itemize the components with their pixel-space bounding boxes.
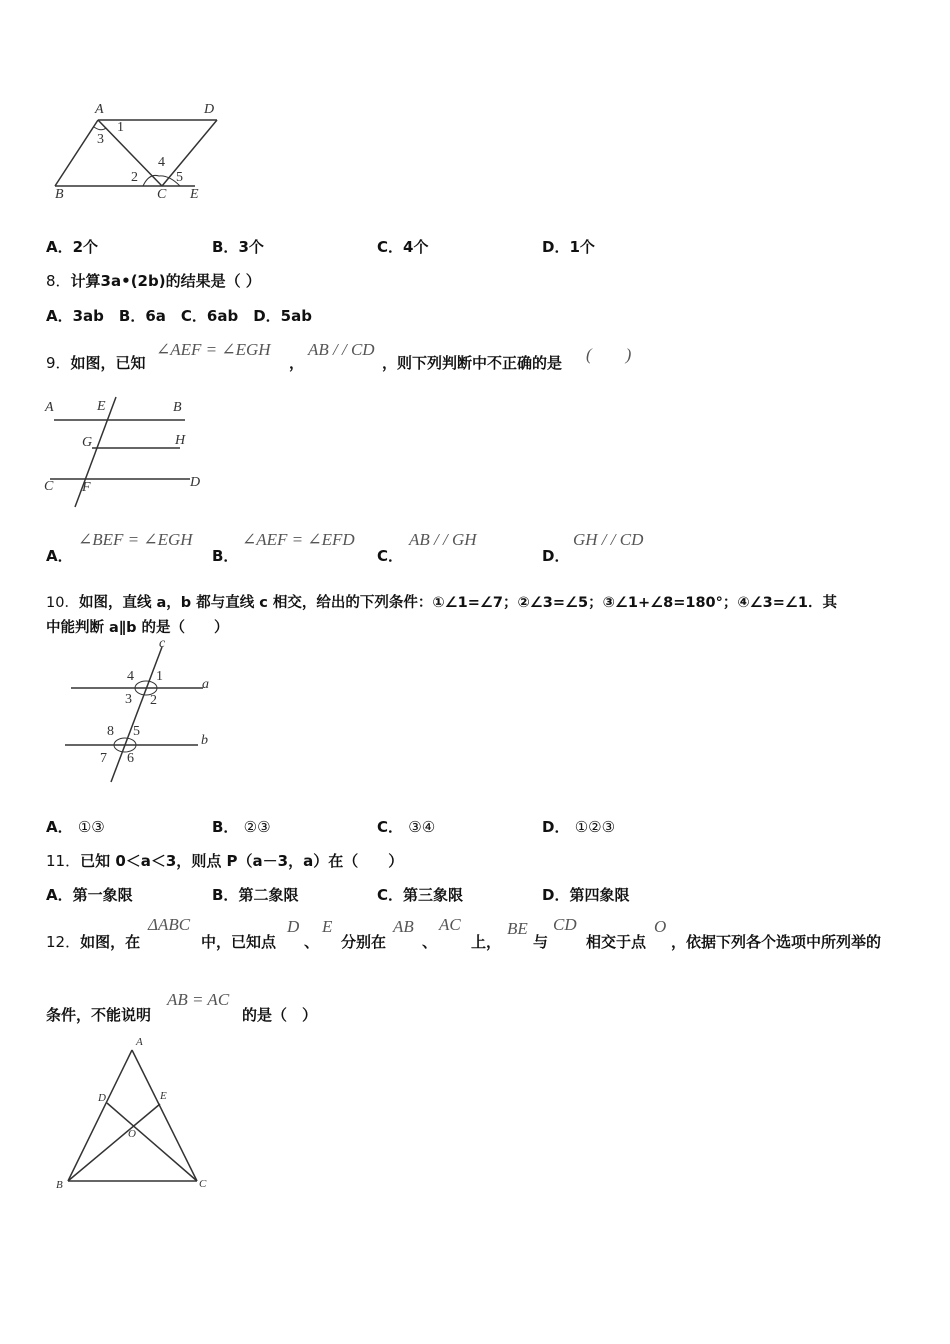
label-E: E — [160, 1090, 167, 1102]
math-angle-eq: ∠AEF = ∠EGH — [156, 340, 271, 359]
triangle-diagram — [50, 1042, 220, 1197]
label-F: F — [82, 480, 91, 495]
math-parallel: AB / / CD — [308, 340, 375, 359]
q7-option-a[interactable]: A．2个 — [46, 238, 99, 256]
q7-option-d[interactable]: D．1个 — [542, 238, 595, 256]
label-C: C — [157, 187, 167, 202]
label-G: G — [82, 435, 93, 450]
figure-q9 — [40, 395, 220, 510]
angle-3: 3 — [97, 132, 104, 147]
question-9: 9．如图，已知 ∠AEF = ∠EGH ， AB / / CD ，则下列判断中不正确的是 ( ) — [46, 340, 632, 372]
q9-option-c[interactable]: C． AB / / GH — [377, 530, 477, 565]
question-stem: 计算3a•(2b)的结果是（ ） — [70, 272, 261, 290]
angle-1: 1 — [156, 669, 163, 684]
angle-8: 8 — [107, 724, 114, 739]
q11-option-b[interactable]: B．第二象限 — [212, 886, 299, 904]
question-12-line2: 条件，不能说明 AB = AC 的是（ ） — [46, 990, 318, 1024]
figure-q12 — [50, 1036, 220, 1197]
angle-4: 4 — [158, 155, 165, 170]
angle-5: 5 — [176, 170, 183, 185]
label-D: D — [204, 102, 215, 117]
q10-option-c[interactable]: C． ③④ — [377, 818, 436, 836]
q9-option-d[interactable]: D． GH / / CD — [542, 530, 644, 565]
question-12-line1: 12．如图，在 ΔABC 中，已知点 D 、 E 分别在 AB 、 AC 上， BE 与 CD 相交于点 O ，依据下列各个选项中所列举的 — [46, 915, 882, 951]
label-C: C — [199, 1178, 207, 1190]
q11-option-c[interactable]: C．第三象限 — [377, 886, 464, 904]
question-11: 11．已知 0＜a＜3，则点 P（a－3，a）在（ ） — [46, 852, 404, 870]
question-10-line2: 中能判断 a∥b 的是（ ） — [46, 620, 229, 636]
angle-5: 5 — [133, 724, 140, 739]
label-O: O — [128, 1128, 136, 1140]
label-E: E — [190, 187, 199, 202]
angle-1: 1 — [117, 120, 124, 135]
q11-option-d[interactable]: D．第四象限 — [542, 886, 630, 904]
angle-2: 2 — [150, 693, 157, 708]
label-A: A — [45, 400, 54, 415]
label-b: b — [201, 733, 208, 748]
angle-6: 6 — [127, 751, 134, 766]
question-number: 8． — [46, 272, 71, 290]
label-D: D — [98, 1092, 106, 1104]
label-a: a — [202, 677, 209, 692]
q9-option-a[interactable]: A． ∠BEF = ∠EGH — [46, 530, 193, 565]
q10-option-d[interactable]: D． ①②③ — [542, 818, 616, 836]
angle-4: 4 — [127, 669, 134, 684]
label-D: D — [190, 475, 201, 490]
label-H: H — [175, 433, 186, 448]
q10-option-a[interactable]: A． ①③ — [46, 818, 105, 836]
angle-3: 3 — [125, 692, 132, 707]
label-C: C — [44, 479, 54, 494]
angle-7: 7 — [100, 751, 107, 766]
angle-2: 2 — [131, 170, 138, 185]
label-c: c — [159, 636, 166, 651]
math-ab-eq-ac: AB = AC — [167, 990, 230, 1009]
q7-option-b[interactable]: B．3个 — [212, 238, 264, 256]
question-10-line1: 10．如图，直线 a，b 都与直线 c 相交，给出的下列条件：①∠1=∠7；②∠3=∠5；③∠1+∠8=180°；④∠3=∠1．其 — [46, 595, 837, 611]
parallel-lines-diagram — [40, 395, 220, 510]
figure-q7 — [45, 100, 235, 210]
q8-options[interactable]: A．3ab B．6a C．6ab D．5ab — [46, 307, 312, 325]
question-8 — [46, 270, 261, 291]
figure-q10 — [55, 635, 225, 785]
label-B: B — [56, 1179, 63, 1191]
label-B: B — [55, 187, 64, 202]
label-E: E — [97, 399, 106, 414]
q11-option-a[interactable]: A．第一象限 — [46, 886, 133, 904]
q7-option-c[interactable]: C．4个 — [377, 238, 429, 256]
q9-option-b[interactable]: B． ∠AEF = ∠EFD — [212, 530, 355, 565]
label-A: A — [136, 1036, 143, 1048]
transversal-diagram — [55, 635, 225, 785]
label-B: B — [173, 400, 182, 415]
q10-option-b[interactable]: B． ②③ — [212, 818, 271, 836]
label-A: A — [95, 102, 104, 117]
